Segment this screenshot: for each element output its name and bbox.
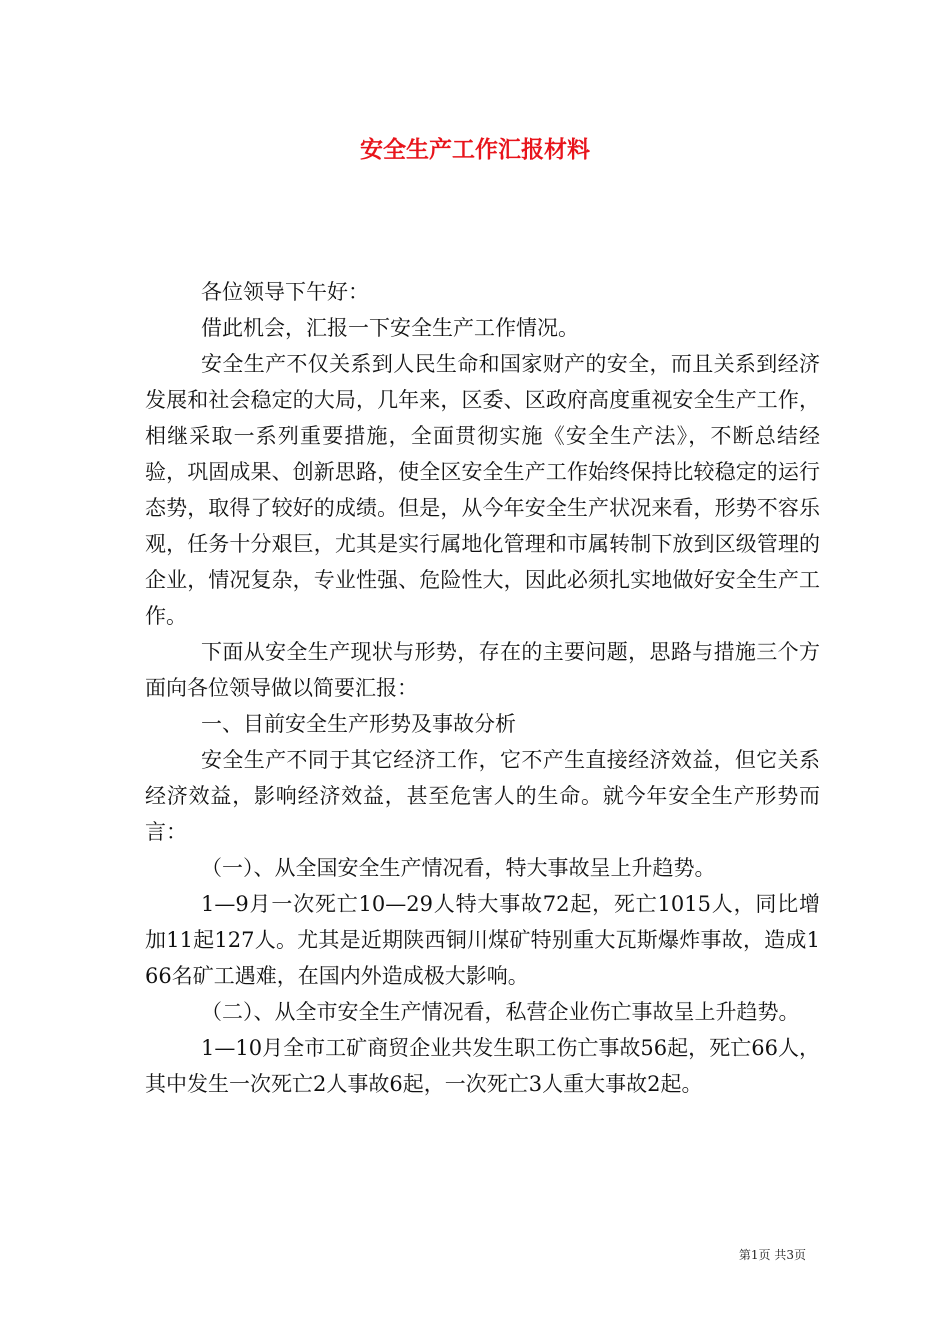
paragraph-national-stats: 1—9月一次死亡10—29人特大事故72起，死亡1015人，同比增加11起127人。尤其是近期陕西铜川煤矿特别重大瓦斯爆炸事故，造成166名矿工遇难，在国内外造成极大影响。 <box>145 892 820 988</box>
paragraph-greeting: 各位领导下午好： <box>201 280 369 304</box>
subheading-city: （二）、从全市安全生产情况看，私营企业伤亡事故呈上升趋势。 <box>201 1000 800 1024</box>
page-number-footer: 第1页 共3页 <box>738 1248 806 1262</box>
paragraph-intro: 借此机会，汇报一下安全生产工作情况。 <box>201 316 579 340</box>
document-title: 安全生产工作汇报材料 <box>360 136 590 163</box>
paragraph-situation: 安全生产不同于其它经济工作，它不产生直接经济效益，但它关系经济效益，影响经济效益，甚至危害人的生命。就今年安全生产形势而言： <box>145 748 820 844</box>
paragraph-overview: 安全生产不仅关系到人民生命和国家财产的安全，而且关系到经济发展和社会稳定的大局，几年来，区委、区政府高度重视安全生产工作，相继采取一系列重要措施，全面贯彻实施《安全生产法》，不断总结经验，巩固成果、创新思路，使全区安全生产工作始终保持比较稳定的运行态势，取得了较好的成绩。但是，从今年安全生产状况来看，形势不容乐观，任务十分艰巨，尤其是实行属地化管理和市属转制下放到区级管理的企业，情况复杂，专业性强、危险性大，因此必须扎实地做好安全生产工作。 <box>145 352 820 628</box>
subheading-national: （一）、从全国安全生产情况看，特大事故呈上升趋势。 <box>201 856 716 880</box>
document-body <box>145 274 820 1102</box>
section-heading-1: 一、目前安全生产形势及事故分析 <box>201 712 516 736</box>
paragraph-outline: 下面从安全生产现状与形势，存在的主要问题，思路与措施三个方面向各位领导做以简要汇报： <box>145 640 820 700</box>
paragraph-city-stats: 1—10月全市工矿商贸企业共发生职工伤亡事故56起，死亡66人，其中发生一次死亡2人事故6起，一次死亡3人重大事故2起。 <box>145 1036 820 1096</box>
